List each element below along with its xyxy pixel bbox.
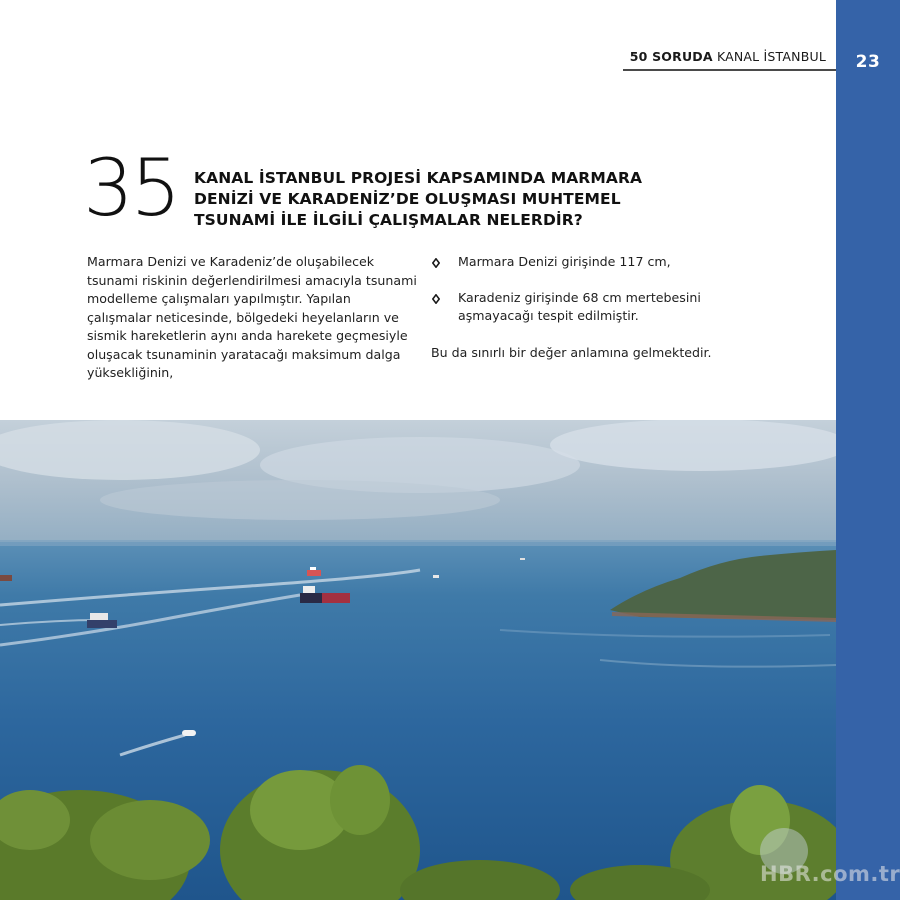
bullet-text: Karadeniz girişinde 68 cm mertebesini aşmayacağı tespit edilmiştir. (458, 289, 701, 323)
bullet-item (431, 253, 771, 272)
question-title-line: TSUNAMİ İLE İLGİLİ ÇALIŞMALAR NELERDİR? (194, 211, 583, 229)
running-head (630, 49, 826, 64)
question-title-line: DENİZİ VE KARADENİZ’DE OLUŞMASI MUHTEMEL (194, 190, 621, 208)
body-left-paragraph: Marmara Denizi ve Karadeniz’de oluşabilecek tsunami riskinin değerlendirilmesi amacıyla tsunami modelleme çalışmaları yapılmıştır. Yapılan çalışmalar neticesinde, bölgedeki heyelanların ve sismik hareketlerin aynı anda harekete geçmesiyle oluşacak tsunaminin yaratacağı maksimum dalga yüksekliğinin, (87, 254, 417, 380)
running-head-bold: 50 SORUDA (629, 49, 713, 64)
bosphorus-photo (0, 420, 836, 900)
watermark-text: HBR.com.tr (760, 862, 900, 886)
diamond-bullet-icon (431, 289, 458, 304)
question-title (194, 168, 714, 231)
photo-illustration (0, 420, 836, 900)
diamond-bullet-icon (431, 253, 458, 268)
question-number: 35 (83, 144, 179, 234)
header-rule (623, 69, 836, 71)
running-head-regular: KANAL İSTANBUL (716, 49, 826, 64)
bullet-item (431, 289, 771, 326)
bullet-text: Marmara Denizi girişinde 117 cm, (458, 254, 671, 269)
page-number: 23 (855, 52, 881, 72)
closing-sentence: Bu da sınırlı bir değer anlamına gelmektedir. (431, 344, 712, 360)
body-right-column (431, 253, 771, 362)
speedboat (182, 730, 196, 736)
sidebar-band (836, 0, 900, 900)
question-title-line: KANAL İSTANBUL PROJESİ KAPSAMINDA MARMARA (194, 169, 643, 187)
